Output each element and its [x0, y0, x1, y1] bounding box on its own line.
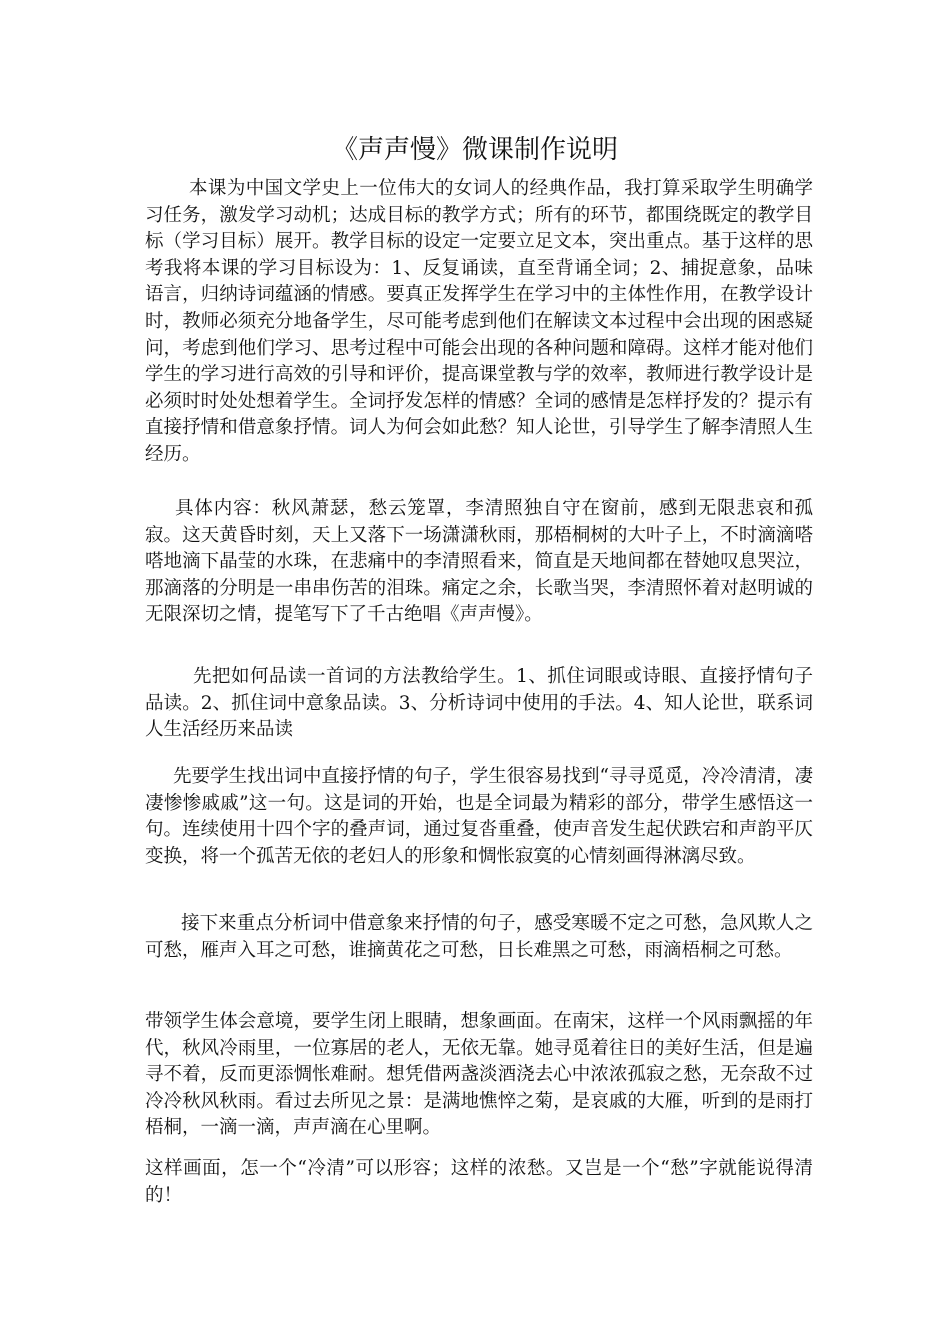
paragraph-imagery-analysis: 接下来重点分析词中借意象来抒情的句子，感受寒暖不定之可愁，急风欺人之可愁，雁声入耳之可愁，谁摘黄花之可愁，日长难黑之可愁，雨滴梧桐之可愁。: [145, 913, 813, 961]
paragraph-artistic-conception: 带领学生体会意境，要学生闭上眼睛，想象画面。在南宋，这样一个风雨飘摇的年代，秋风冷雨里，一位寡居的老人，无依无靠。她寻觅着往日的美好生活，但是遍寻不着，反而更添惆怅难耐。想凭借两盏淡酒浇去心中浓浓孤寂之愁，无奈敌不过冷冷秋风秋雨。看过去所见之景：是满地憔悴之菊，是哀戚的大雁，听到的是雨打梧桐，一滴一滴，声声滴在心里啊。: [145, 1011, 813, 1139]
paragraph-reading-method: 先把如何品读一首词的方法教给学生。1、抓住词眼或诗眼、直接抒情句子品读。2、抓住词中意象品读。3、分析诗词中使用的手法。4、知人论世，联系词人生活经历来品读: [145, 666, 813, 741]
paragraph-course-intro: 本课为中国文学史上一位伟大的女词人的经典作品，我打算采取学生明确学习任务，激发学习动机；达成目标的教学方式；所有的环节，都围绕既定的教学目标（学习目标）展开。教学目标的设定一定要立足文本，突出重点。基于这样的思考我将本课的学习目标设为：1、反复诵读，直至背诵全词；2、捕捉意象，品味语言，归纳诗词蕴涵的情感。要真正发挥学生在学习中的主体性作用，在教学设计时，教师必须充分地备学生，尽可能考虑到他们在解读文本过程中会出现的困惑疑问，考虑到他们学习、思考过程中可能会出现的各种问题和障碍。这样才能对他们学生的学习进行高效的引导和评价，提高课堂教与学的效率，教师进行教学设计是必须时时处处想着学生。全词抒发怎样的情感？全词的感情是怎样抒发的？提示有直接抒情和借意象抒情。词人为何会如此愁？知人论世，引导学生了解李清照人生经历。: [145, 178, 813, 465]
paragraph-closing: 这样画面，怎一个“冷清”可以形容；这样的浓愁。又岂是一个“愁”字就能说得清的！: [145, 1158, 813, 1206]
paragraph-specific-content: 具体内容：秋风萧瑟，愁云笼罩，李清照独自守在窗前，感到无限悲哀和孤寂。这天黄昏时刻，天上又落下一场潇潇秋雨，那梧桐树的大叶子上，不时滴滴嗒嗒地滴下晶莹的水珠，在悲痛中的李清照看来，简直是天地间都在替她叹息哭泣，那滴落的分明是一串串伤苦的泪珠。痛定之余，长歌当哭，李清照怀着对赵明诚的无限深切之情，提笔写下了千古绝唱《声声慢》。: [145, 498, 813, 626]
document-title: 《声声慢》微课制作说明: [331, 135, 618, 165]
paragraph-direct-lyric: 先要学生找出词中直接抒情的句子，学生很容易找到“寻寻觅觅，冷冷清清，凄凄惨惨戚戚”这一句。这是词的开始，也是全词最为精彩的部分，带学生感悟这一句。连续使用十四个字的叠声词，通过复沓重叠，使声音发生起伏跌宕和声韵平仄变换，将一个孤苦无依的老妇人的形象和惆怅寂寞的心情刻画得淋漓尽致。: [145, 766, 813, 867]
